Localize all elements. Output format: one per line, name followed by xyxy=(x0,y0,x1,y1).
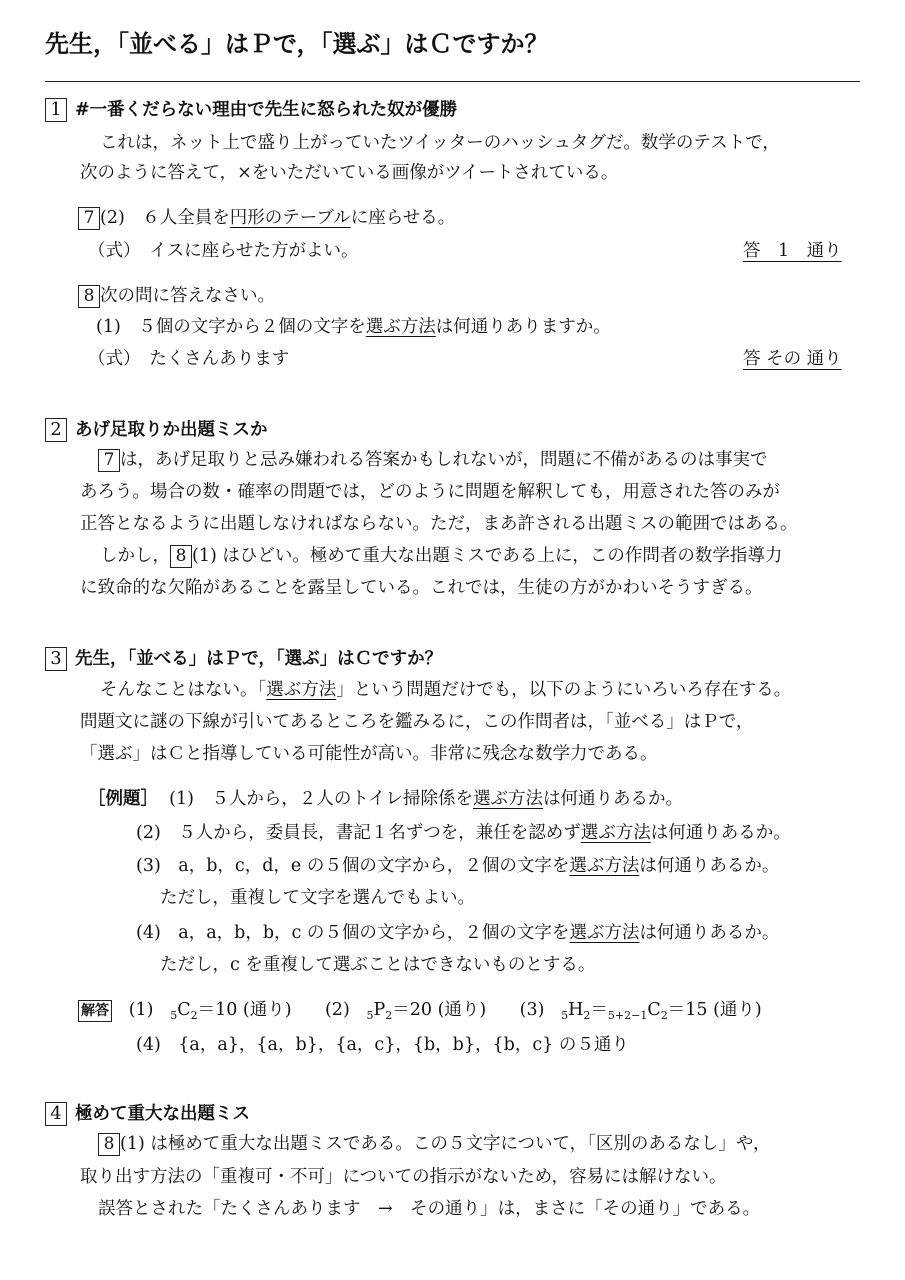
section-1-heading xyxy=(45,96,457,122)
q7-shiki: （式） イスに座らせた方がよい。 xyxy=(88,241,359,261)
answer-3-label: (3) xyxy=(519,1000,545,1020)
example-2 xyxy=(136,818,791,848)
answer-label: 解答 xyxy=(78,1000,112,1022)
example-4-underlined: 選ぶ方法 xyxy=(569,923,640,943)
q7-underlined: 円形のテーブル xyxy=(229,208,351,228)
s3-line2: 問題文に謎の下線が引いてあるところを鑑みるに，この作問者は，「並べる」はＰで， xyxy=(80,712,754,732)
s3-line1-a: そんなことはない。「 xyxy=(100,680,267,700)
answer-2-label: (2) xyxy=(324,1000,350,1020)
q7-text-a: (2) ６人全員を xyxy=(100,208,230,228)
answer-3-expr xyxy=(561,1000,762,1020)
q7-text-b: に座らせる。 xyxy=(350,208,456,228)
s4-line3: 誤答とされた「たくさんあります → その通り」は，まさに「その通り」である。 xyxy=(98,1199,761,1219)
answer-3-eq: ＝ xyxy=(590,1000,608,1020)
s2-line5: に致命的な欠陥があることを露呈している。これでは，生徒の方がかわいそうすぎる。 xyxy=(80,578,763,598)
q7-answer: 答 1 通り xyxy=(743,241,842,261)
s3-line3: 「選ぶ」はＣと指導している可能性が高い。非常に残念な数学力である。 xyxy=(80,744,658,764)
answer-2-n: 5 xyxy=(366,1009,374,1022)
answer-1-n: 5 xyxy=(170,1009,178,1022)
s1-paragraph-line2: 次のように答えて，×をいただいている画像がツイートされている。 xyxy=(80,163,619,183)
s4-line2: 取り出す方法の「重複可・不可」についての指示がないため，容易には解けない。 xyxy=(80,1167,727,1187)
answer-2-value: ＝20 (通り) xyxy=(392,1000,487,1020)
answer-line1 xyxy=(78,995,762,1031)
s4-box8: 8 xyxy=(98,1133,120,1156)
section-2-number: 2 xyxy=(45,418,67,442)
answer-3-r: 2 xyxy=(583,1009,591,1022)
s2-box8: 8 xyxy=(170,545,192,568)
s4-line1 xyxy=(98,1129,771,1159)
s2-line4-b: (1) はひどい。極めて重大な出題ミスである上に，この作問者の数学指導力 xyxy=(192,546,783,566)
section-3-number: 3 xyxy=(45,647,67,671)
example-3 xyxy=(136,851,779,881)
section-1-title: #一番くだらない理由で先生に怒られた奴が優勝 xyxy=(75,100,458,120)
q7-number-box: 7 xyxy=(78,207,100,230)
answer-2-expr xyxy=(366,1000,486,1020)
answer-2-P: P xyxy=(373,1000,386,1020)
q8-sub1 xyxy=(96,312,611,342)
answer-3-n2: 5+2−1 xyxy=(607,1009,648,1022)
answer-3-value: ＝15 (通り) xyxy=(667,1000,762,1020)
s2-line1 xyxy=(98,445,768,475)
example-1-underlined: 選ぶ方法 xyxy=(473,789,544,809)
example-2-underlined: 選ぶ方法 xyxy=(580,823,651,843)
s3-line1-underlined: 選ぶ方法 xyxy=(266,680,337,700)
example-3-note: ただし，重複して文字を選んでもよい。 xyxy=(160,888,475,908)
s2-line1-text: は，あげ足取りと忌み嫌われる答案かもしれないが，問題に不備があるのは事実で xyxy=(120,450,768,470)
s2-line2: あろう。場合の数・確率の問題では，どのように問題を解釈しても，用意された答のみが xyxy=(80,482,780,502)
example-label: ［例題］ xyxy=(88,789,158,809)
q8-sub1-b: は何通りありますか。 xyxy=(435,317,611,337)
answer-1-expr xyxy=(170,1000,291,1020)
example-2-b: は何通りあるか。 xyxy=(650,823,791,843)
q8-text: 次の問に答えなさい。 xyxy=(100,286,275,306)
example-4 xyxy=(136,918,779,948)
answer-3-n: 5 xyxy=(561,1009,569,1022)
s3-line1-b: 」という問題だけでも，以下のようにいろいろ存在する。 xyxy=(336,680,792,700)
q8-answer: 答 その 通り xyxy=(743,349,842,369)
q8-sub1-underlined: 選ぶ方法 xyxy=(365,317,436,337)
example-4-b: は何通りあるか。 xyxy=(639,923,780,943)
example-3-a: (3) a，b，c，d，e の５個の文字から，２個の文字を xyxy=(136,856,570,876)
s3-line1 xyxy=(100,675,791,705)
s2-line3: 正答となるように出題しなければならない。ただ，まあ許される出題ミスの範囲ではある。 xyxy=(80,514,798,534)
example-3-b: は何通りあるか。 xyxy=(639,856,780,876)
section-1-number: 1 xyxy=(45,98,67,122)
q7-problem xyxy=(78,203,455,233)
s2-line4-a: しかし， xyxy=(100,546,170,566)
s2-line4 xyxy=(100,541,782,571)
q8-problem xyxy=(78,281,275,311)
example-1 xyxy=(88,784,683,814)
section-2-title: あげ足取りか出題ミスか xyxy=(75,420,268,440)
answer-1-label: (1) xyxy=(128,1000,154,1020)
example-1-a: (1) ５人から，２人のトイレ掃除係を xyxy=(169,789,474,809)
answer-3-r2: 2 xyxy=(660,1009,668,1022)
answer-2-r: 2 xyxy=(385,1009,393,1022)
s1-paragraph-line1: これは，ネット上で盛り上がっていたツイッターのハッシュタグだ。数学のテストで， xyxy=(100,133,780,153)
q8-number-box: 8 xyxy=(78,285,100,308)
title-rule xyxy=(45,81,860,82)
section-4-number: 4 xyxy=(45,1102,67,1126)
example-2-a: (2) ５人から，委員長，書記１名ずつを，兼任を認めず xyxy=(136,823,581,843)
s4-line1-text: (1) は極めて重大な出題ミスである。この５文字について，「区別のあるなし」や， xyxy=(120,1134,771,1154)
section-3-title: 先生，「並べる」はＰで，「選ぶ」はＣですか？ xyxy=(75,649,443,669)
page-title: 先生，「並べる」はＰで，「選ぶ」はＣですか？ xyxy=(45,30,549,58)
answer-3-C: C xyxy=(647,1000,661,1020)
example-1-b: は何通りあるか。 xyxy=(543,789,684,809)
answer-1-C: C xyxy=(177,1000,191,1020)
section-3-heading xyxy=(45,645,442,671)
section-2-heading xyxy=(45,416,268,442)
section-4-title: 極めて重大な出題ミス xyxy=(75,1104,250,1124)
section-4-heading xyxy=(45,1100,250,1126)
answer-3-H: H xyxy=(568,1000,584,1020)
answer-1-r: 2 xyxy=(190,1009,198,1022)
s2-box7: 7 xyxy=(98,449,120,472)
example-3-underlined: 選ぶ方法 xyxy=(569,856,640,876)
example-4-a: (4) a，a，b，b，c の５個の文字から，２個の文字を xyxy=(136,923,570,943)
example-4-note: ただし，c を重複して選ぶことはできないものとする。 xyxy=(160,955,596,975)
q8-sub1-a: (1) ５個の文字から２個の文字を xyxy=(96,317,366,337)
answer-4: (4) {a，a}，{a，b}，{a，c}，{b，b}，{b，c} の５通り xyxy=(136,1035,629,1055)
q8-shiki: （式） たくさんあります xyxy=(88,349,290,369)
answer-1-value: ＝10 (通り) xyxy=(197,1000,292,1020)
